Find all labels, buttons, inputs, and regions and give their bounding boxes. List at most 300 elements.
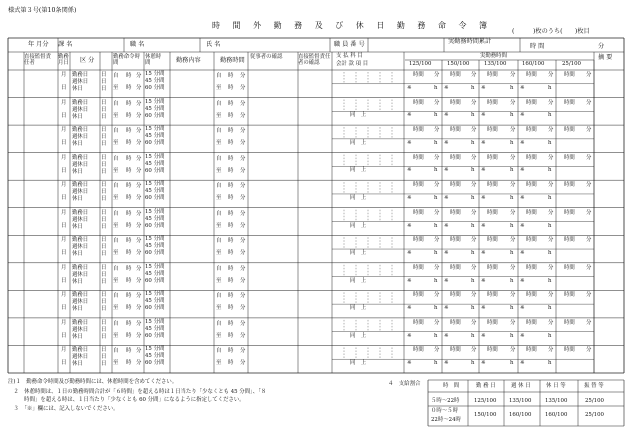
row-order-min: 分 xyxy=(136,183,142,190)
row-ditto-label: 同 上 xyxy=(350,332,367,339)
row-work-min-end: 分 xyxy=(240,250,246,257)
row-order-hour: 時 xyxy=(126,73,132,79)
row-mark-label: ※ xyxy=(407,194,412,201)
row-category-option: 勤務日 xyxy=(72,319,89,326)
row-work-to-label: 至 xyxy=(216,277,222,284)
row-hours-label: 時間 xyxy=(413,72,424,78)
row-h-unit: h xyxy=(510,250,514,257)
row-to-label: 至 xyxy=(113,85,119,91)
row-month-label: 月 xyxy=(61,319,67,326)
row-category-option: 勤務日 xyxy=(72,99,89,106)
actual-work-header: 実勤務時間 xyxy=(480,53,507,59)
row-order-min: 分 xyxy=(136,100,142,107)
row-order-min-end: 分 xyxy=(136,360,142,367)
row-minutes-label: 分 xyxy=(471,154,477,161)
row-order-min: 分 xyxy=(136,348,142,355)
row-order-hour: 時 xyxy=(126,100,132,107)
row-hours-label: 時間 xyxy=(450,154,461,161)
rate-table-header-3: 休 日 等 xyxy=(546,383,566,389)
row-mark-label: ※ xyxy=(481,139,486,146)
row-from-label: 自 xyxy=(113,265,119,272)
row-work-hour-end: 時 xyxy=(228,305,234,312)
row-category-day: 日 xyxy=(101,86,107,92)
row-category-option: 休日 xyxy=(72,168,83,175)
row-order-min-end: 分 xyxy=(136,250,142,257)
row-minutes-label: 分 xyxy=(548,182,554,189)
row-category-day: 日 xyxy=(101,196,107,203)
row-work-from-label: 自 xyxy=(216,238,222,245)
row-category-day: 日 xyxy=(101,127,107,134)
row-category-option: 週休日 xyxy=(72,161,89,168)
row-hours-label: 時間 xyxy=(487,99,498,106)
row-minutes-label: 分 xyxy=(548,319,554,326)
row-break-option: 45 分間 xyxy=(145,78,165,84)
row-minutes-label: 分 xyxy=(548,347,554,354)
row-work-min-end: 分 xyxy=(240,222,246,229)
row-minutes-label: 分 xyxy=(510,264,516,271)
row-hours-label: 時間 xyxy=(526,154,537,161)
row-order-min: 分 xyxy=(136,320,142,327)
row-work-min: 分 xyxy=(240,73,246,79)
row-to-label: 至 xyxy=(113,222,119,229)
row-minutes-label: 分 xyxy=(510,347,516,354)
row-day-label: 日 xyxy=(61,305,67,312)
row-work-min-end: 分 xyxy=(240,85,246,91)
row-category-day: 日 xyxy=(101,161,107,168)
row-hours-label: 時間 xyxy=(564,319,575,326)
row-month-label: 月 xyxy=(61,182,67,189)
row-order-hour: 時 xyxy=(126,348,132,355)
row-category-day: 日 xyxy=(101,237,107,244)
section-label: 課 名 xyxy=(58,41,73,48)
row-category-option: 週休日 xyxy=(72,354,89,361)
row-work-min: 分 xyxy=(240,265,246,272)
row-order-hour: 時 xyxy=(126,238,132,245)
row-category-day: 日 xyxy=(101,278,107,285)
row-from-label: 自 xyxy=(113,183,119,190)
row-minutes-label: 分 xyxy=(586,182,592,189)
row-category-day: 日 xyxy=(101,113,107,120)
row-minutes-label: 分 xyxy=(586,319,592,326)
row-mark-label: ※ xyxy=(481,84,486,91)
row-hours-label: 時間 xyxy=(450,292,461,299)
row-work-hour: 時 xyxy=(228,183,234,190)
row-category-day: 日 xyxy=(101,134,107,141)
row-break-option: 45 分間 xyxy=(145,105,165,112)
row-h-unit: h xyxy=(510,194,514,201)
row-mark-label: ※ xyxy=(520,112,525,119)
row-hours-label: 時間 xyxy=(526,182,537,189)
row-break-option: 15 分間 xyxy=(145,71,165,77)
row-work-from-label: 自 xyxy=(216,155,222,162)
row-hours-label: 時間 xyxy=(526,237,537,244)
row-work-min-end: 分 xyxy=(240,360,246,367)
row-category-option: 休日 xyxy=(72,223,83,230)
row-minutes-label: 分 xyxy=(434,264,440,271)
row-category-option: 休日 xyxy=(72,306,83,313)
row-minutes-label: 分 xyxy=(548,72,554,78)
row-break-option: 60 分間 xyxy=(145,222,165,229)
row-mark-label: ※ xyxy=(520,360,525,367)
row-category-day: 日 xyxy=(101,216,107,223)
row-to-label: 至 xyxy=(113,250,119,257)
row-category-day: 日 xyxy=(101,79,107,85)
row-h-unit: h xyxy=(548,332,552,339)
row-category-day: 日 xyxy=(101,251,107,258)
row-h-unit: h xyxy=(510,305,514,312)
row-break-option: 45 分間 xyxy=(145,270,165,277)
row-category-option: 週休日 xyxy=(72,244,89,251)
row-category-day: 日 xyxy=(101,99,107,106)
worker-confirm-header: 従事者の確認 xyxy=(250,54,283,60)
row-order-min: 分 xyxy=(136,128,142,135)
row-minutes-label: 分 xyxy=(434,99,440,106)
row-work-from-label: 自 xyxy=(216,100,222,107)
row-category-day: 日 xyxy=(101,319,107,326)
row-hours-label: 時間 xyxy=(564,182,575,189)
row-mark-label: ※ xyxy=(520,250,525,257)
row-work-from-label: 自 xyxy=(216,348,222,355)
row-work-hour: 時 xyxy=(228,348,234,355)
row-mark-label: ※ xyxy=(520,332,525,339)
supervisor-header: 直接監督責任者 xyxy=(24,54,51,67)
rate-table-row2-v3: 160/100 xyxy=(545,412,568,418)
row-minutes-label: 分 xyxy=(510,127,516,134)
rate-table-row1-v2: 135/100 xyxy=(509,398,532,404)
row-minutes-label: 分 xyxy=(548,127,554,134)
row-h-unit: h xyxy=(434,305,438,312)
row-month-label: 月 xyxy=(61,209,67,216)
row-work-from-label: 自 xyxy=(216,210,222,217)
row-mark-label: ※ xyxy=(444,277,449,284)
row-category-day: 日 xyxy=(101,299,107,306)
row-work-to-label: 至 xyxy=(216,140,222,147)
row-category-day: 日 xyxy=(101,209,107,216)
row-h-unit: h xyxy=(434,360,438,367)
row-from-label: 自 xyxy=(113,348,119,355)
row-mark-label: ※ xyxy=(481,167,486,174)
rate-table-row2-v1: 150/100 xyxy=(474,412,497,418)
row-break-option: 45 分間 xyxy=(145,160,165,167)
row-hours-label: 時間 xyxy=(526,347,537,354)
row-work-min: 分 xyxy=(240,293,246,300)
row-minutes-label: 分 xyxy=(510,99,516,106)
row-hours-label: 時間 xyxy=(526,127,537,134)
row-hours-label: 時間 xyxy=(413,292,424,299)
row-break-option: 15 分間 xyxy=(145,153,165,160)
row-h-unit: h xyxy=(471,139,475,146)
row-hours-label: 時間 xyxy=(564,237,575,244)
row-category-option: 勤務日 xyxy=(72,127,89,134)
row-break-option: 15 分間 xyxy=(145,318,165,325)
row-category-day: 日 xyxy=(101,354,107,361)
row-work-to-label: 至 xyxy=(216,195,222,202)
staff-number-label: 職 員 番 号 xyxy=(334,41,365,48)
row-order-hour-end: 時 xyxy=(126,222,132,229)
row-mark-label: ※ xyxy=(444,332,449,339)
row-minutes-label: 分 xyxy=(471,264,477,271)
rate-table-row2-v2: 160/100 xyxy=(509,412,532,418)
row-work-to-label: 至 xyxy=(216,360,222,367)
rate-table-header-1: 勤 務 日 xyxy=(476,383,496,389)
row-h-unit: h xyxy=(434,250,438,257)
rate-table-row1-time: ５時〜22時 xyxy=(431,398,460,404)
row-order-min: 分 xyxy=(136,73,142,79)
row-category-option: 休日 xyxy=(72,278,83,285)
row-break-option: 60 分間 xyxy=(145,250,165,257)
row-minutes-label: 分 xyxy=(434,209,440,216)
row-work-hour-end: 時 xyxy=(228,250,234,257)
row-work-hour-end: 時 xyxy=(228,360,234,367)
row-day-label: 日 xyxy=(61,167,67,174)
row-break-option: 15 分間 xyxy=(145,346,165,353)
row-hours-label: 時間 xyxy=(564,209,575,216)
row-day-label: 日 xyxy=(61,332,67,339)
row-mark-label: ※ xyxy=(444,305,449,312)
row-mark-label: ※ xyxy=(520,139,525,146)
row-h-unit: h xyxy=(471,305,475,312)
row-from-label: 自 xyxy=(113,155,119,162)
note-2b: 時間」を超える時は、１日当たり「少なくとも 60 分間」になるように指定してください。 xyxy=(8,397,245,403)
rate-table-row2-v4: 25/100 xyxy=(585,412,604,418)
row-category-option: 週休日 xyxy=(72,189,89,196)
rate-table-label: ４ 支給割合 xyxy=(388,381,421,387)
row-h-unit: h xyxy=(548,222,552,229)
row-mark-label: ※ xyxy=(444,112,449,119)
row-order-hour: 時 xyxy=(126,265,132,272)
row-hours-label: 時間 xyxy=(564,347,575,354)
row-break-option: 60 分間 xyxy=(145,140,165,147)
row-break-option: 60 分間 xyxy=(145,167,165,174)
row-work-hour: 時 xyxy=(228,100,234,107)
row-category-option: 週休日 xyxy=(72,216,89,223)
row-category-option: 勤務日 xyxy=(72,72,89,78)
row-work-hour-end: 時 xyxy=(228,277,234,284)
row-break-option: 15 分間 xyxy=(145,181,165,188)
row-minutes-label: 分 xyxy=(586,99,592,106)
row-mark-label: ※ xyxy=(444,360,449,367)
category-header: 区 分 xyxy=(80,57,95,64)
row-hours-label: 時間 xyxy=(450,264,461,271)
row-h-unit: h xyxy=(434,139,438,146)
row-category-day: 日 xyxy=(101,333,107,340)
row-category-option: 休日 xyxy=(72,113,83,120)
row-minutes-label: 分 xyxy=(471,209,477,216)
account-header: 会計 款 項 目 xyxy=(336,61,369,67)
row-hours-label: 時間 xyxy=(413,264,424,271)
row-work-min: 分 xyxy=(240,155,246,162)
row-minutes-label: 分 xyxy=(471,182,477,189)
row-work-hour: 時 xyxy=(228,155,234,162)
row-work-to-label: 至 xyxy=(216,250,222,257)
row-mark-label: ※ xyxy=(444,167,449,174)
row-break-option: 45 分間 xyxy=(145,243,165,250)
row-category-day: 日 xyxy=(101,182,107,189)
row-hours-label: 時間 xyxy=(450,237,461,244)
row-minutes-label: 分 xyxy=(510,209,516,216)
row-mark-label: ※ xyxy=(481,250,486,257)
actual-hours-label: 実勤務時間累計 xyxy=(448,38,492,45)
row-order-min-end: 分 xyxy=(136,305,142,312)
row-mark-label: ※ xyxy=(520,194,525,201)
row-h-unit: h xyxy=(471,360,475,367)
row-category-day: 日 xyxy=(101,347,107,354)
row-work-hour-end: 時 xyxy=(228,167,234,174)
row-hours-label: 時間 xyxy=(564,99,575,106)
row-category-option: 週休日 xyxy=(72,134,89,141)
row-h-unit: h xyxy=(471,194,475,201)
row-order-min: 分 xyxy=(136,155,142,162)
row-order-min: 分 xyxy=(136,265,142,272)
row-ditto-label: 同 上 xyxy=(350,277,367,284)
row-hours-label: 時間 xyxy=(526,209,537,216)
row-minutes-label: 分 xyxy=(510,72,516,78)
row-from-label: 自 xyxy=(113,238,119,245)
row-work-hour: 時 xyxy=(228,293,234,300)
row-category-day: 日 xyxy=(101,306,107,313)
row-hours-label: 時間 xyxy=(526,264,537,271)
row-minutes-label: 分 xyxy=(586,347,592,354)
row-h-unit: h xyxy=(548,277,552,284)
row-break-option: 15 分間 xyxy=(145,126,165,133)
form-number: 様式第３号(第10条関係) xyxy=(8,7,77,14)
row-category-option: 休日 xyxy=(72,333,83,340)
row-h-unit: h xyxy=(471,250,475,257)
row-ditto-label: 同 上 xyxy=(350,194,367,201)
row-hours-label: 時間 xyxy=(487,292,498,299)
row-work-min: 分 xyxy=(240,128,246,135)
row-from-label: 自 xyxy=(113,128,119,135)
row-ditto-label: 同 上 xyxy=(350,250,367,257)
row-order-min-end: 分 xyxy=(136,112,142,119)
rate-table-header-2: 週 休 日 xyxy=(511,383,531,389)
row-category-day: 日 xyxy=(101,189,107,196)
rate-25-header: 25/100 xyxy=(562,61,581,67)
row-hours-label: 時間 xyxy=(413,237,424,244)
row-work-from-label: 自 xyxy=(216,73,222,79)
rate-table-time-header: 時 間 xyxy=(443,383,460,389)
row-order-hour: 時 xyxy=(126,320,132,327)
row-work-min-end: 分 xyxy=(240,332,246,339)
row-order-min-end: 分 xyxy=(136,85,142,91)
row-work-hour-end: 時 xyxy=(228,332,234,339)
row-h-unit: h xyxy=(471,167,475,174)
row-work-hour: 時 xyxy=(228,128,234,135)
row-hours-label: 時間 xyxy=(564,72,575,78)
row-h-unit: h xyxy=(471,222,475,229)
row-minutes-label: 分 xyxy=(434,127,440,134)
row-category-option: 休日 xyxy=(72,86,83,92)
row-h-unit: h xyxy=(510,167,514,174)
work-time-header: 勤務時間 xyxy=(220,57,245,64)
row-h-unit: h xyxy=(548,84,552,91)
row-order-hour-end: 時 xyxy=(126,250,132,257)
row-mark-label: ※ xyxy=(444,84,449,91)
row-mark-label: ※ xyxy=(407,222,412,229)
row-ditto-label: 同 上 xyxy=(350,167,367,174)
rate-135-header: 135/100 xyxy=(484,61,507,67)
row-break-option: 15 分間 xyxy=(145,236,165,243)
row-hours-label: 時間 xyxy=(450,99,461,106)
row-work-min-end: 分 xyxy=(240,277,246,284)
row-mark-label: ※ xyxy=(407,277,412,284)
row-minutes-label: 分 xyxy=(586,127,592,134)
row-mark-label: ※ xyxy=(444,250,449,257)
note-1: 注)１ 勤務命令時間及び勤務時間には、休憩時間を含めてください。 xyxy=(8,379,178,385)
row-work-min: 分 xyxy=(240,238,246,245)
row-mark-label: ※ xyxy=(520,222,525,229)
row-category-option: 勤務日 xyxy=(72,347,89,354)
row-category-option: 休日 xyxy=(72,251,83,258)
row-order-hour-end: 時 xyxy=(126,332,132,339)
row-category-day: 日 xyxy=(101,271,107,278)
row-mark-label: ※ xyxy=(481,112,486,119)
row-mark-label: ※ xyxy=(520,167,525,174)
row-minutes-label: 分 xyxy=(434,182,440,189)
row-category-option: 週休日 xyxy=(72,106,89,113)
row-break-option: 60 分間 xyxy=(145,277,165,284)
row-category-day: 日 xyxy=(101,244,107,251)
row-category-option: 勤務日 xyxy=(72,237,89,244)
row-minutes-label: 分 xyxy=(510,319,516,326)
row-h-unit: h xyxy=(471,332,475,339)
name-label: 氏 名 xyxy=(206,41,221,48)
row-month-label: 月 xyxy=(61,264,67,271)
row-h-unit: h xyxy=(548,194,552,201)
row-category-option: 勤務日 xyxy=(72,182,89,189)
row-order-hour-end: 時 xyxy=(126,167,132,174)
row-work-from-label: 自 xyxy=(216,293,222,300)
row-hours-label: 時間 xyxy=(564,154,575,161)
row-order-hour-end: 時 xyxy=(126,85,132,91)
row-h-unit: h xyxy=(434,84,438,91)
row-work-from-label: 自 xyxy=(216,128,222,135)
row-category-option: 週休日 xyxy=(72,79,89,85)
row-hours-label: 時間 xyxy=(450,209,461,216)
row-month-label: 月 xyxy=(61,237,67,244)
row-h-unit: h xyxy=(434,112,438,119)
row-h-unit: h xyxy=(510,332,514,339)
row-hours-label: 時間 xyxy=(413,154,424,161)
row-hours-label: 時間 xyxy=(564,264,575,271)
row-day-label: 日 xyxy=(61,222,67,229)
row-work-min: 分 xyxy=(240,348,246,355)
row-ditto-label: 同 上 xyxy=(350,112,367,119)
row-mark-label: ※ xyxy=(520,305,525,312)
page-title: 時 間 外 勤 務 及 び 休 日 勤 務 命 令 簿 xyxy=(212,21,493,30)
row-mark-label: ※ xyxy=(520,277,525,284)
row-ditto-label: 同 上 xyxy=(350,222,367,229)
row-break-option: 45 分間 xyxy=(145,353,165,360)
row-from-label: 自 xyxy=(113,210,119,217)
row-to-label: 至 xyxy=(113,195,119,202)
row-order-min: 分 xyxy=(136,210,142,217)
row-hours-label: 時間 xyxy=(487,264,498,271)
row-work-to-label: 至 xyxy=(216,222,222,229)
row-order-min-end: 分 xyxy=(136,167,142,174)
row-day-label: 日 xyxy=(61,140,67,147)
row-work-hour-end: 時 xyxy=(228,112,234,119)
row-order-hour-end: 時 xyxy=(126,195,132,202)
row-h-unit: h xyxy=(510,222,514,229)
row-category-day: 日 xyxy=(101,154,107,161)
rate-table-row1-v4: 25/100 xyxy=(585,398,604,404)
row-day-label: 日 xyxy=(61,277,67,284)
row-hours-label: 時間 xyxy=(413,319,424,326)
row-minutes-label: 分 xyxy=(434,72,440,78)
row-mark-label: ※ xyxy=(407,332,412,339)
row-hours-label: 時間 xyxy=(487,209,498,216)
